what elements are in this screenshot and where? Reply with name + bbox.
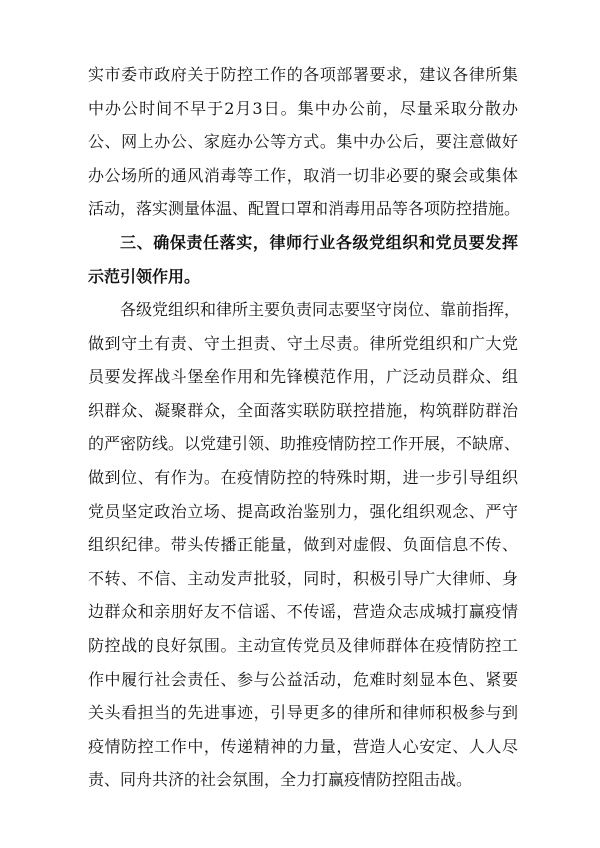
text-line: 的严密防线。以党建引领、助推疫情防控工作开展，不缺席、 xyxy=(88,434,521,454)
text-line: 疫情防控工作中，传递精神的力量，营造人心安定、人人尽 xyxy=(88,736,518,756)
paragraph-body xyxy=(88,293,521,797)
text-line: 党员坚定政治立场、提高政治鉴别力，强化组织观念、严守 xyxy=(88,501,518,521)
text-line: 办公场所的通风消毒等工作，取消一切非必要的聚会或集体 xyxy=(88,165,518,185)
text-line: 员要发挥战斗堡垒作用和先锋模范作用，广泛动员群众、组 xyxy=(88,367,518,387)
text-line: 实市委市政府关于防控工作的各项部署要求，建议各律所集 xyxy=(88,65,518,84)
text-line: 责、同舟共济的社会氛围，全力打赢疫情防控阻击战。 xyxy=(88,770,473,790)
text-line: 织群众、凝聚群众，全面落实联防联控措施，构筑群防群治 xyxy=(88,400,518,420)
text-line: 做到位、有作为。在疫情防控的特殊时期，进一步引导组织 xyxy=(88,467,518,487)
section-heading xyxy=(88,226,518,293)
text-line: 活动，落实测量体温、配置口罩和消毒用品等各项防控措施。 xyxy=(88,199,521,219)
paragraph-continuation xyxy=(88,58,521,226)
text-line: 关头看担当的先进事迹，引导更多的律所和律师积极参与到 xyxy=(88,703,518,723)
text-line: 公、网上办公、家庭办公等方式。集中办公后，要注意做好 xyxy=(88,132,518,152)
text-line: 各级党组织和律所主要负责同志要坚守岗位、靠前指挥， xyxy=(120,300,521,319)
text-line: 组织纪律。带头传播正能量，做到对虚假、负面信息不传、 xyxy=(88,535,518,555)
text-line: 做到守土有责、守土担责、守土尽责。律所党组织和广大党 xyxy=(88,333,518,353)
heading-line: 三、确保责任落实，律师行业各级党组织和党员要发挥 xyxy=(120,233,518,252)
text-line: 边群众和亲朋好友不信谣、不传谣，营造众志成城打赢疫情 xyxy=(88,602,518,622)
text-line: 中办公时间不早于2月3日。集中办公前，尽量采取分散办 xyxy=(88,98,518,118)
text-line: 作中履行社会责任、参与公益活动，危难时刻显本色、紧要 xyxy=(88,669,518,689)
text-line: 不转、不信、主动发声批驳，同时，积极引导广大律师、身 xyxy=(88,568,518,588)
heading-line: 示范引领作用。 xyxy=(88,266,201,286)
text-line: 防控战的良好氛围。主动宣传党员及律师群体在疫情防控工 xyxy=(88,635,518,655)
